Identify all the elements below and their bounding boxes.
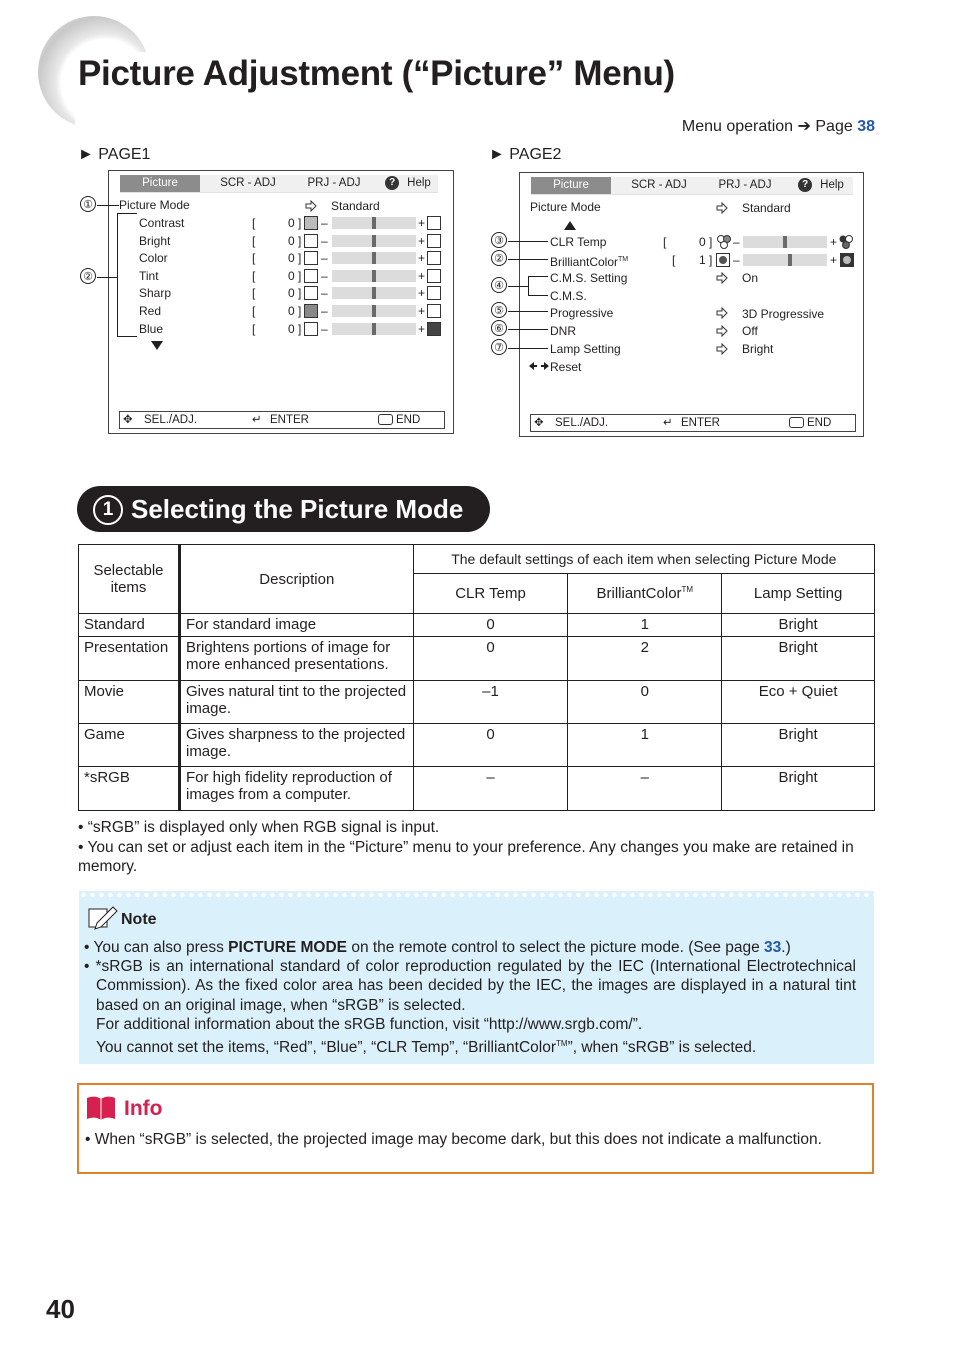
reset-arrows-icon: [529, 361, 549, 371]
callout-3-leader: [508, 241, 548, 242]
cell-lamp-setting: Bright: [722, 637, 875, 681]
progressive-value[interactable]: 3D Progressive: [742, 307, 825, 321]
callout-2-leader: [97, 277, 117, 278]
brilliantcolor-bracket: [: [672, 253, 676, 267]
low-level-icon: [304, 304, 318, 318]
page1-label: ► PAGE1: [78, 146, 151, 163]
adjust-slider[interactable]: [332, 287, 416, 299]
picture-item-bracket: [: [252, 216, 256, 230]
clr-temp-slider[interactable]: [743, 236, 827, 248]
callout-7: ⑦: [491, 339, 507, 355]
brilliantcolor-high-icon: [840, 253, 854, 267]
table-row: [79, 681, 875, 724]
clr-temp-minus: –: [733, 235, 740, 249]
minus-sign: –: [321, 286, 328, 301]
page2-label: ► PAGE2: [489, 146, 562, 163]
picture-mode-table: [78, 544, 875, 811]
low-level-icon: [304, 251, 318, 265]
clr-temp-bracket: [: [663, 235, 667, 249]
low-level-icon: [304, 234, 318, 248]
brilliantcolor-value[interactable]: 1 ]: [699, 253, 713, 267]
callout-2-bracket: [117, 213, 118, 337]
cell-brilliantcolor: 2: [568, 637, 722, 681]
brilliantcolor-low-icon: [716, 253, 730, 267]
footer-sel-adj: SEL./ADJ.: [144, 414, 198, 426]
header-clr-temp: CLR Temp: [413, 574, 568, 614]
note-item-2: • *sRGB is an international standard of color reproduction regulated by the IEC (International Electrotechnical Commission). As the fixed color area has been decided by the IEC, the images are displayed in a natural tint based on an original image, when “sRGB” is selected.: [84, 958, 856, 1014]
osd-page2-tabs: [531, 177, 853, 195]
osd-page2-footer: [530, 414, 856, 432]
cell-brilliantcolor: 0: [568, 681, 722, 724]
minus-sign: –: [321, 233, 328, 248]
callout-7-leader: [508, 348, 548, 349]
cell-lamp-setting: Bright: [722, 724, 875, 767]
picture-item-bracket: [: [252, 268, 256, 283]
picture-item-value[interactable]: 0 ]: [288, 286, 302, 301]
cell-item: Movie: [79, 681, 180, 724]
callout-1: ①: [80, 196, 96, 212]
callout-2-bracket-bottom: [117, 336, 137, 337]
adjust-slider[interactable]: [332, 217, 416, 229]
menu-operation-page-link[interactable]: 38: [857, 118, 875, 135]
tab-scr-adj[interactable]: SCR - ADJ: [220, 177, 276, 189]
callout-4-bracket-bottom: [528, 295, 548, 296]
tab-picture[interactable]: Picture: [531, 177, 611, 194]
osd-page1-tabs: [120, 175, 438, 193]
cell-description: Gives sharpness to the projected image.: [179, 724, 413, 767]
plus-sign: +: [418, 268, 426, 283]
info-heading: Info: [124, 1097, 163, 1120]
note-item-3: For additional information about the sRGB function, visit “http://www.srgb.com/”.: [96, 1015, 643, 1033]
cms-setting-value[interactable]: On: [742, 271, 759, 285]
bullet-srgb-rgb: • “sRGB” is displayed only when RGB signal is input.: [78, 819, 440, 836]
plus-sign: +: [418, 286, 426, 301]
cell-item: Game: [79, 724, 180, 767]
cell-description: For high fidelity reproduction of images from a computer.: [179, 767, 413, 811]
minus-sign: –: [321, 268, 328, 283]
minus-sign: –: [321, 321, 328, 336]
note-box: [79, 891, 874, 1064]
cell-brilliantcolor: –: [568, 767, 722, 811]
slider-knob[interactable]: [372, 270, 376, 282]
lamp-setting-label: Lamp Setting: [550, 342, 621, 356]
callout-2b: ②: [491, 250, 507, 266]
table-row: [79, 637, 875, 681]
picture-item-bracket: [: [252, 321, 256, 336]
low-level-icon: [304, 286, 318, 300]
minus-sign: –: [321, 251, 328, 266]
picture-item-bracket: [: [252, 286, 256, 301]
cell-clr-temp: 0: [413, 724, 568, 767]
callout-4: ④: [491, 277, 507, 293]
scroll-down-triangle-icon[interactable]: [151, 341, 163, 351]
high-level-icon: [427, 234, 441, 248]
slider-knob[interactable]: [372, 235, 376, 247]
sel-adj-icon: ✥: [123, 414, 133, 426]
clr-temp-low-icon: [716, 234, 732, 250]
right-arrow-icon: [305, 200, 317, 212]
progressive-label: Progressive: [550, 306, 614, 320]
cell-clr-temp: –: [413, 767, 568, 811]
footer-end: END: [807, 417, 832, 429]
slider-knob[interactable]: [372, 287, 376, 299]
note-page-link[interactable]: 33: [764, 939, 782, 956]
info-box: [77, 1083, 874, 1174]
clr-temp-plus: +: [830, 235, 838, 249]
slider-knob[interactable]: [372, 252, 376, 264]
tab-help[interactable]: ? Help: [378, 175, 438, 192]
minus-sign: –: [321, 216, 328, 230]
help-icon: ?: [798, 178, 812, 192]
adjust-slider[interactable]: [332, 270, 416, 282]
help-icon: ?: [385, 176, 399, 190]
note-body: [84, 938, 856, 1057]
sel-adj-icon: ✥: [534, 417, 544, 429]
picture-item-value[interactable]: 0 ]: [288, 304, 302, 318]
enter-icon: ↵: [663, 417, 673, 429]
cell-description: Brightens portions of image for more enhanced presentations.: [179, 637, 413, 681]
footer-sel-adj: SEL./ADJ.: [555, 417, 609, 429]
osd-page1-footer: [119, 411, 445, 429]
cell-clr-temp: 0: [413, 614, 568, 637]
footer-enter: ENTER: [681, 417, 720, 429]
tab-scr-adj[interactable]: SCR - ADJ: [631, 179, 687, 191]
picture-item-label: Color: [139, 251, 168, 266]
high-level-icon: [427, 216, 441, 230]
cell-clr-temp: 0: [413, 637, 568, 681]
lamp-setting-value[interactable]: Bright: [742, 342, 774, 356]
brilliantcolor-minus: –: [733, 253, 740, 267]
cell-item: Standard: [79, 614, 180, 637]
cell-lamp-setting: Bright: [722, 614, 875, 637]
cell-lamp-setting: Eco + Quiet: [722, 681, 875, 724]
slider-knob[interactable]: [372, 323, 376, 335]
callout-2: ②: [80, 268, 96, 284]
adjust-slider[interactable]: [332, 323, 416, 335]
callout-5-leader: [508, 311, 548, 312]
info-book-icon: [85, 1095, 117, 1121]
picture-item-label: Sharp: [139, 286, 172, 301]
osd-page2: [519, 172, 864, 437]
callout-4-bracket-top: [528, 276, 548, 277]
reset-label[interactable]: Reset: [550, 360, 582, 374]
callout-6-leader: [508, 329, 548, 330]
low-level-icon: [304, 216, 318, 230]
adjust-slider[interactable]: [332, 235, 416, 247]
cms-label[interactable]: C.M.S.: [550, 289, 587, 303]
picture-mode-value[interactable]: Standard: [331, 199, 380, 213]
high-level-icon: [427, 251, 441, 265]
header-lamp-setting: Lamp Setting: [722, 574, 875, 614]
callout-6: ⑥: [491, 320, 507, 336]
right-arrow-icon: [716, 325, 728, 337]
end-icon: [789, 417, 804, 428]
enter-icon: ↵: [252, 414, 262, 426]
header-default-settings: The default settings of each item when selecting Picture Mode: [413, 545, 874, 574]
adjust-slider[interactable]: [332, 252, 416, 264]
callout-3: ③: [491, 232, 507, 248]
dnr-label: DNR: [550, 324, 576, 338]
cell-description: Gives natural tint to the projected image.: [179, 681, 413, 724]
high-level-icon: [427, 322, 441, 336]
table-row: [79, 614, 875, 637]
clr-temp-high-icon: [838, 234, 854, 250]
cell-item: *sRGB: [79, 767, 180, 811]
picture-item-label: Blue: [139, 321, 164, 336]
info-body: • When “sRGB” is selected, the projected image may become dark, but this does not indicate a malfunction.: [85, 1131, 822, 1148]
high-level-icon: [427, 269, 441, 283]
picture-item-value[interactable]: 0 ]: [288, 251, 302, 266]
clr-temp-label: CLR Temp: [550, 235, 607, 249]
picture-item-label: Red: [139, 304, 162, 318]
tab-prj-adj[interactable]: PRJ - ADJ: [307, 177, 361, 189]
note-heading: Note: [121, 911, 157, 928]
adjust-slider[interactable]: [332, 305, 416, 317]
menu-operation-text: Menu operation ➔ Page: [681, 118, 853, 135]
note-dots-border: [79, 891, 874, 899]
tab-prj-adj[interactable]: PRJ - ADJ: [718, 179, 772, 191]
brilliantcolor-label: BrilliantColor™: [550, 255, 629, 269]
picture-item-value[interactable]: 0 ]: [288, 321, 302, 336]
callout-1-leader: [97, 205, 119, 206]
cell-item: Presentation: [79, 637, 180, 681]
cms-setting-label: C.M.S. Setting: [550, 271, 628, 285]
slider-knob[interactable]: [372, 217, 376, 229]
header-selectable-items: Selectable items: [79, 545, 180, 614]
picture-item-label: Contrast: [139, 216, 185, 230]
tab-help[interactable]: ? Help: [791, 177, 851, 194]
callout-4-leader: [508, 286, 528, 287]
cell-clr-temp: –1: [413, 681, 568, 724]
clr-temp-value[interactable]: 0 ]: [699, 235, 713, 249]
section-number: 1: [93, 495, 123, 525]
right-arrow-icon: [716, 307, 728, 319]
note-item-4: You cannot set the items, “Red”, “Blue”, “CLR Temp”, “BrilliantColor™”, when “sRGB” is selected.: [96, 1039, 757, 1057]
cell-brilliantcolor: 1: [568, 614, 722, 637]
table-row: [79, 724, 875, 767]
page-number: 40: [46, 1294, 75, 1324]
callout-2-bracket-top: [117, 213, 137, 214]
note-item-1: • You can also press PICTURE MODE on the remote control to select the picture mode. (See page 33.): [84, 939, 791, 956]
low-level-icon: [304, 322, 318, 336]
footer-enter: ENTER: [270, 414, 309, 426]
header-description: Description: [179, 545, 413, 614]
callout-4-bracket: [528, 276, 529, 296]
cell-brilliantcolor: 1: [568, 724, 722, 767]
bullet-picture-menu-memory: • You can set or adjust each item in the “Picture” menu to your preference. Any changes you make are retained in memory.: [78, 839, 854, 875]
plus-sign: +: [418, 304, 426, 318]
minus-sign: –: [321, 304, 328, 318]
picture-item-label: Bright: [139, 233, 171, 248]
low-level-icon: [304, 269, 318, 283]
right-arrow-icon: [716, 272, 728, 284]
picture-mode-value[interactable]: Standard: [742, 201, 791, 215]
osd-page1: [108, 170, 454, 434]
high-level-icon: [427, 304, 441, 318]
plus-sign: +: [418, 321, 426, 336]
picture-item-bracket: [: [252, 233, 256, 248]
picture-mode-label: Picture Mode: [119, 198, 190, 212]
footer-end: END: [396, 414, 421, 426]
scroll-up-triangle-icon[interactable]: [564, 221, 576, 231]
callout-5: ⑤: [491, 302, 507, 318]
picture-item-bracket: [: [252, 251, 256, 266]
picture-item-label: Tint: [139, 268, 159, 283]
callout-2b-leader: [508, 259, 548, 260]
picture-item-value[interactable]: 0 ]: [288, 216, 302, 230]
table-row: [79, 767, 875, 811]
section-banner: [77, 486, 490, 532]
tab-picture[interactable]: Picture: [120, 175, 200, 192]
page-title: Picture Adjustment (“Picture” Menu): [78, 54, 675, 93]
plus-sign: +: [418, 233, 426, 248]
right-arrow-icon: [716, 343, 728, 355]
cell-description: For standard image: [179, 614, 413, 637]
header-brilliantcolor: BrilliantColor™: [568, 574, 722, 614]
picture-item-value[interactable]: 0 ]: [288, 233, 302, 248]
plus-sign: +: [418, 216, 426, 230]
plus-sign: +: [418, 251, 426, 266]
cell-lamp-setting: Bright: [722, 767, 875, 811]
section-title: Selecting the Picture Mode: [131, 494, 464, 524]
picture-item-bracket: [: [252, 304, 256, 318]
picture-item-value[interactable]: 0 ]: [288, 268, 302, 283]
slider-knob[interactable]: [372, 305, 376, 317]
picture-mode-label: Picture Mode: [530, 200, 601, 214]
high-level-icon: [427, 286, 441, 300]
right-arrow-icon: [716, 202, 728, 214]
end-icon: [378, 414, 393, 425]
menu-operation-reference: [682, 116, 875, 136]
brilliantcolor-slider[interactable]: [743, 254, 827, 266]
brilliantcolor-plus: +: [830, 253, 838, 267]
note-pencil-icon: [85, 903, 121, 931]
dnr-value[interactable]: Off: [742, 324, 758, 338]
